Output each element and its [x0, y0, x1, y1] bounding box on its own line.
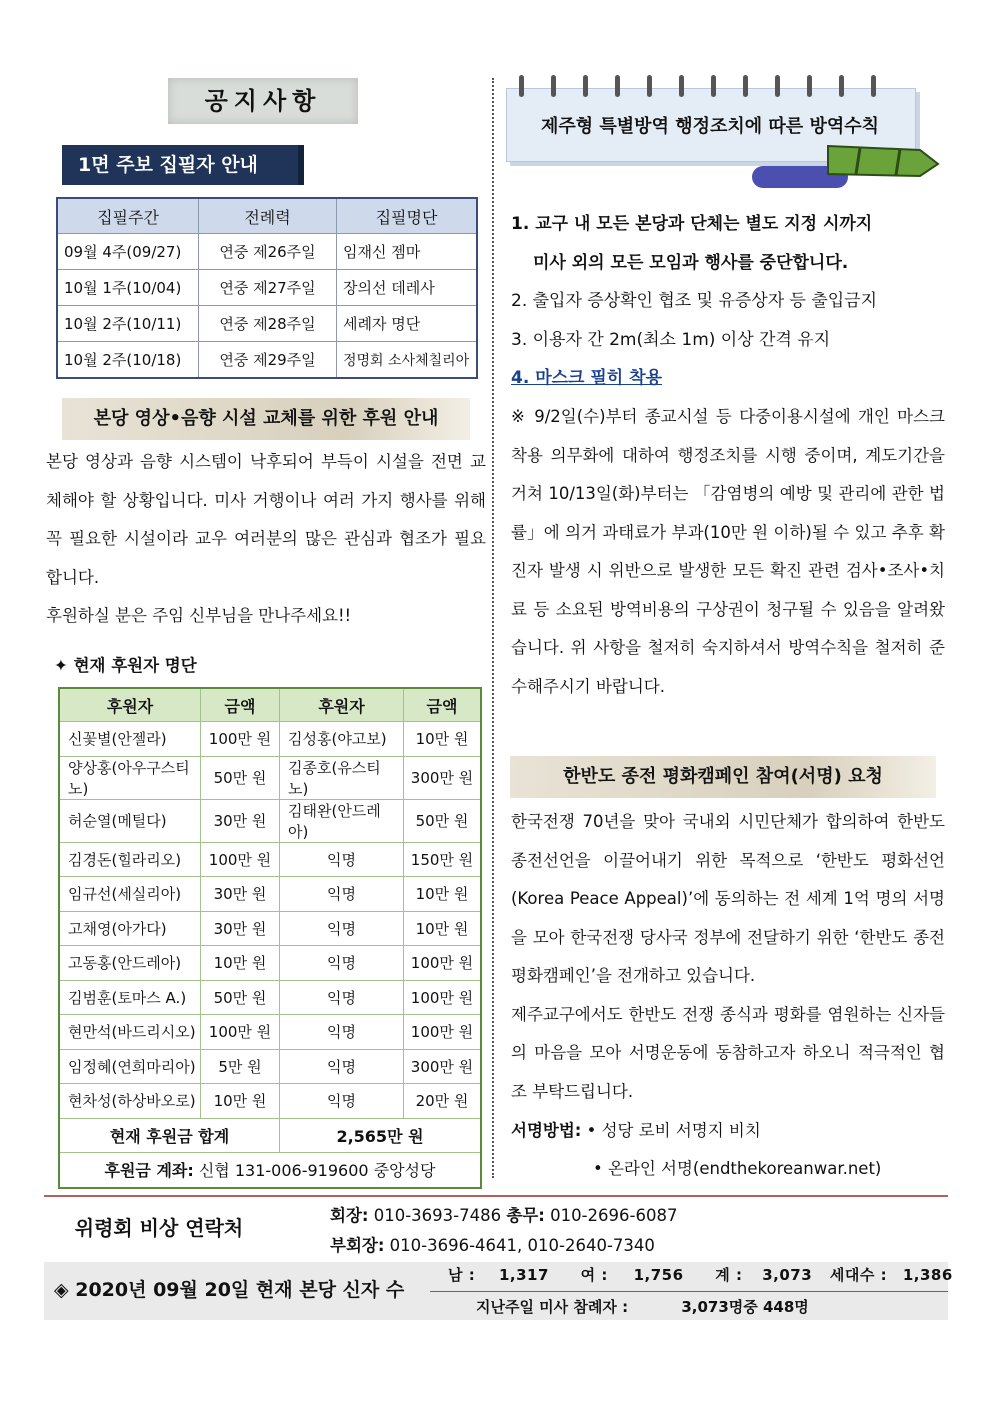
- writer-week: 10월 1주(10/04): [57, 270, 199, 306]
- column-divider: [492, 78, 494, 1178]
- table-row: [59, 1015, 481, 1050]
- donor-name: 익명: [280, 1084, 404, 1119]
- peace-text: [511, 803, 945, 1111]
- donor-name: 익명: [280, 842, 404, 877]
- table-row: [59, 1084, 481, 1119]
- female-label: 여 :: [580, 1266, 608, 1284]
- donor-amount: 150만 원: [404, 842, 482, 877]
- donor-amount: 30만 원: [201, 911, 280, 946]
- account-value: 신협 131-006-919600 중앙성당: [193, 1161, 436, 1181]
- table-row: [59, 980, 481, 1015]
- writer-liturgy: 연중 제29주일: [199, 342, 337, 379]
- donor-name: 익명: [280, 946, 404, 981]
- ring-icon: [679, 75, 684, 97]
- ring-icon: [615, 75, 620, 97]
- writer-liturgy: 연중 제27주일: [199, 270, 337, 306]
- donor-amount: 100만 원: [201, 722, 280, 757]
- donor-amount: 30만 원: [201, 799, 280, 842]
- president-phone: 010-3693-7486: [368, 1206, 507, 1225]
- donor-amount: 50만 원: [201, 756, 280, 799]
- writers-header-row: [57, 198, 477, 234]
- president-label: 회장:: [330, 1206, 369, 1225]
- account-label: 후원금 계좌:: [104, 1161, 194, 1181]
- donor-amount: 300만 원: [404, 756, 482, 799]
- account-row: [59, 1153, 481, 1188]
- total-value: 2,565만 원: [280, 1118, 482, 1153]
- writers-header-week: 집필주간: [57, 198, 199, 234]
- writer-week: 10월 2주(10/11): [57, 306, 199, 342]
- ring-icon: [743, 75, 748, 97]
- donor-amount: 100만 원: [404, 946, 482, 981]
- donor-name: 익명: [280, 980, 404, 1015]
- donor-name: 신꽃별(안젤라): [59, 722, 201, 757]
- writer-name: 정명회 소사체칠리아: [337, 342, 478, 379]
- table-row: [59, 1049, 481, 1084]
- emergency-contacts-title: 위령회 비상 연락처: [74, 1216, 244, 1240]
- signature-method-label: 서명방법:: [511, 1121, 582, 1140]
- writer-week: 09월 4주(09/27): [57, 234, 199, 270]
- ring-icon: [871, 75, 876, 97]
- donor-name: 김종호(유스티노): [280, 756, 404, 799]
- account-cell: [59, 1153, 481, 1188]
- peace-paragraph: 한국전쟁 70년을 맞아 국내외 시민단체가 합의하여 한반도 종전선언을 이끌어내기 위한 목적으로 ‘한반도 평화선언(Korea Peace Appeal)’에 동의하는 전 세계 1억 명의 서명을 모아 한국전쟁 당사국 정부에 전달하기 위한 ‘한반도 종전 평화캠페인’을 전개하고 있습니다.: [511, 812, 945, 985]
- writers-banner: 1면 주보 집필자 안내: [62, 145, 304, 185]
- total-row: [59, 1118, 481, 1153]
- donors-header-amount: 금액: [201, 688, 280, 722]
- rule-item-mask: 4. 마스크 필히 착용: [511, 368, 662, 388]
- signature-method-1: • 성당 로비 서명지 비치: [586, 1121, 761, 1140]
- footer-divider: [44, 1195, 948, 1197]
- households-label: 세대수 :: [829, 1266, 888, 1284]
- donor-amount: 20만 원: [404, 1084, 482, 1119]
- table-row: [57, 234, 477, 270]
- ring-icon: [807, 75, 812, 97]
- donor-name: 김경돈(힐라리오): [59, 842, 201, 877]
- ring-icon: [519, 75, 524, 97]
- table-row: [57, 342, 477, 379]
- writer-liturgy: 연중 제28주일: [199, 306, 337, 342]
- contact-row: [330, 1231, 655, 1261]
- donor-amount: 10만 원: [201, 946, 280, 981]
- donor-name: 김성홍(야고보): [280, 722, 404, 757]
- donors-header-amount: 금액: [404, 688, 482, 722]
- donors-header-row: [59, 688, 481, 722]
- sponsor-text: 본당 영상과 음향 시스템이 낙후되어 부득이 시설을 전면 교체해야 할 상황입니다. 미사 거행이나 여러 가지 행사를 위해 꼭 필요한 시설이라 교우 여러분의 많은 관심과 협조가 필요합니다.: [46, 452, 486, 587]
- donor-name: 현만석(바드리시오): [59, 1015, 201, 1050]
- ring-icon: [839, 75, 844, 97]
- quarantine-rules: [511, 205, 945, 398]
- rule-item: 미사 외의 모든 모임과 행사를 중단합니다.: [533, 252, 849, 273]
- donor-name: 익명: [280, 911, 404, 946]
- total-label: 계 :: [715, 1266, 743, 1284]
- secretary-phone: 010-2696-6087: [544, 1206, 678, 1225]
- attendance-label: 지난주일 미사 참례자 :: [476, 1298, 629, 1316]
- secretary-label: 총무:: [506, 1206, 545, 1225]
- donor-amount: 5만 원: [201, 1049, 280, 1084]
- peace-banner: 한반도 종전 평화캠페인 참여(서명) 요청: [510, 756, 936, 798]
- male-count: 1,317: [498, 1266, 549, 1284]
- signature-method-2: • 온라인 서명(endthekoreanwar.net): [593, 1159, 882, 1178]
- table-row: [59, 756, 481, 799]
- rule-item: 1. 교구 내 모든 본당과 단체는 별도 지정 시까지: [511, 214, 873, 234]
- sponsor-banner: 본당 영상•음향 시설 교체를 위한 후원 안내: [62, 398, 470, 440]
- ring-icon: [583, 75, 588, 97]
- total-count: 3,073: [762, 1266, 813, 1284]
- donor-amount: 100만 원: [404, 1015, 482, 1050]
- donor-name: 고채영(아가다): [59, 911, 201, 946]
- donor-amount: 100만 원: [201, 842, 280, 877]
- writer-week: 10월 2주(10/18): [57, 342, 199, 379]
- attendance-value: 3,073명중 448명: [681, 1298, 809, 1316]
- writer-name: 장의선 데레사: [337, 270, 478, 306]
- contact-row: [330, 1201, 677, 1231]
- donor-name: 김태완(안드레아): [280, 799, 404, 842]
- quarantine-title: 제주형 특별방역 행정조치에 따른 방역수칙: [540, 116, 880, 137]
- table-row: [57, 270, 477, 306]
- female-count: 1,756: [633, 1266, 684, 1284]
- donor-name: 익명: [280, 1049, 404, 1084]
- writer-name: 세례자 명단: [337, 306, 478, 342]
- donors-header-name: 후원자: [59, 688, 201, 722]
- writers-header-writer: 집필명단: [337, 198, 478, 234]
- households-count: 1,386: [902, 1266, 953, 1284]
- mask-note: ※ 9/2일(수)부터 종교시설 등 다중이용시설에 개인 마스크 착용 의무화에 대하여 행정조치를 시행 중이며, 계도기간을 거쳐 10/13일(화)부터는 「감염병의 예방 및 관리에 관한 법률」에 의거 과태료가 부과(10만 원 이하)될 수 있고 추후 확진자 발생 시 위반으로 발생한 모든 확진 관련 검사•조사•치료 등 소요된 방역비용의 구상권이 청구될 수 있음을 알려왔습니다. 위 사항을 철저히 숙지하셔서 방역수칙을 철저히 준수해주시기 바랍니다.: [511, 407, 945, 696]
- ring-icon: [711, 75, 716, 97]
- stats-divider: [430, 1291, 948, 1292]
- donor-name: 김범훈(토마스 A.): [59, 980, 201, 1015]
- signature-method-row: [511, 1112, 945, 1150]
- donors-table: [58, 687, 482, 1189]
- writer-liturgy: 연중 제26주일: [199, 234, 337, 270]
- donor-amount: 10만 원: [404, 911, 482, 946]
- donor-name: 허순열(메틸다): [59, 799, 201, 842]
- table-row: [59, 946, 481, 981]
- donor-name: 현차성(하상바오로): [59, 1084, 201, 1119]
- donor-amount: 10만 원: [201, 1084, 280, 1119]
- sponsor-list-title: ✦ 현재 후원자 명단: [54, 656, 197, 675]
- stats-title: ◈ 2020년 09월 20일 현재 본당 신자 수: [54, 1279, 405, 1301]
- donor-name: 고동홍(안드레아): [59, 946, 201, 981]
- donor-name: 임규선(세실리아): [59, 877, 201, 912]
- donor-amount: 300만 원: [404, 1049, 482, 1084]
- table-row: [59, 911, 481, 946]
- donor-amount: 10만 원: [404, 877, 482, 912]
- donor-amount: 100만 원: [404, 980, 482, 1015]
- writers-header-liturgy: 전례력: [199, 198, 337, 234]
- vice-phone: 010-3696-4641, 010-2640-7340: [384, 1236, 655, 1255]
- table-row: [57, 306, 477, 342]
- table-row: [59, 842, 481, 877]
- donor-amount: 50만 원: [201, 980, 280, 1015]
- male-label: 남 :: [448, 1266, 476, 1284]
- rule-item: 2. 출입자 증상확인 협조 및 유증상자 등 출입금지: [511, 291, 878, 311]
- table-row: [59, 799, 481, 842]
- table-row: [59, 722, 481, 757]
- sponsor-call: 후원하실 분은 주임 신부님을 만나주세요!!: [46, 606, 352, 625]
- writer-name: 임재신 젬마: [337, 234, 478, 270]
- ring-icon: [647, 75, 652, 97]
- donors-header-name: 후원자: [280, 688, 404, 722]
- donor-name: 임정혜(연희마리아): [59, 1049, 201, 1084]
- total-label: 현재 후원금 합계: [59, 1118, 280, 1153]
- green-crayon-icon: [820, 140, 940, 180]
- donor-amount: 30만 원: [201, 877, 280, 912]
- donor-amount: 100만 원: [201, 1015, 280, 1050]
- notice-title: 공지사항: [168, 78, 358, 124]
- donor-name: 양상홍(아우구스티노): [59, 756, 201, 799]
- donor-name: 익명: [280, 877, 404, 912]
- donor-amount: 10만 원: [404, 722, 482, 757]
- attendance-row: [476, 1296, 809, 1317]
- donor-name: 익명: [280, 1015, 404, 1050]
- donor-amount: 50만 원: [404, 799, 482, 842]
- table-row: [59, 877, 481, 912]
- writers-table: [56, 197, 478, 379]
- vice-label: 부회장:: [330, 1236, 385, 1255]
- ring-icon: [775, 75, 780, 97]
- signature-method: [511, 1112, 945, 1188]
- ring-icon: [551, 75, 556, 97]
- peace-paragraph: 제주교구에서도 한반도 전쟁 종식과 평화를 염원하는 신자들의 마음을 모아 서명운동에 동참하고자 하오니 적극적인 협조 부탁드립니다.: [511, 1004, 945, 1101]
- rule-item: 3. 이용자 간 2m(최소 1m) 이상 간격 유지: [511, 329, 831, 350]
- stats-counts: [448, 1264, 953, 1285]
